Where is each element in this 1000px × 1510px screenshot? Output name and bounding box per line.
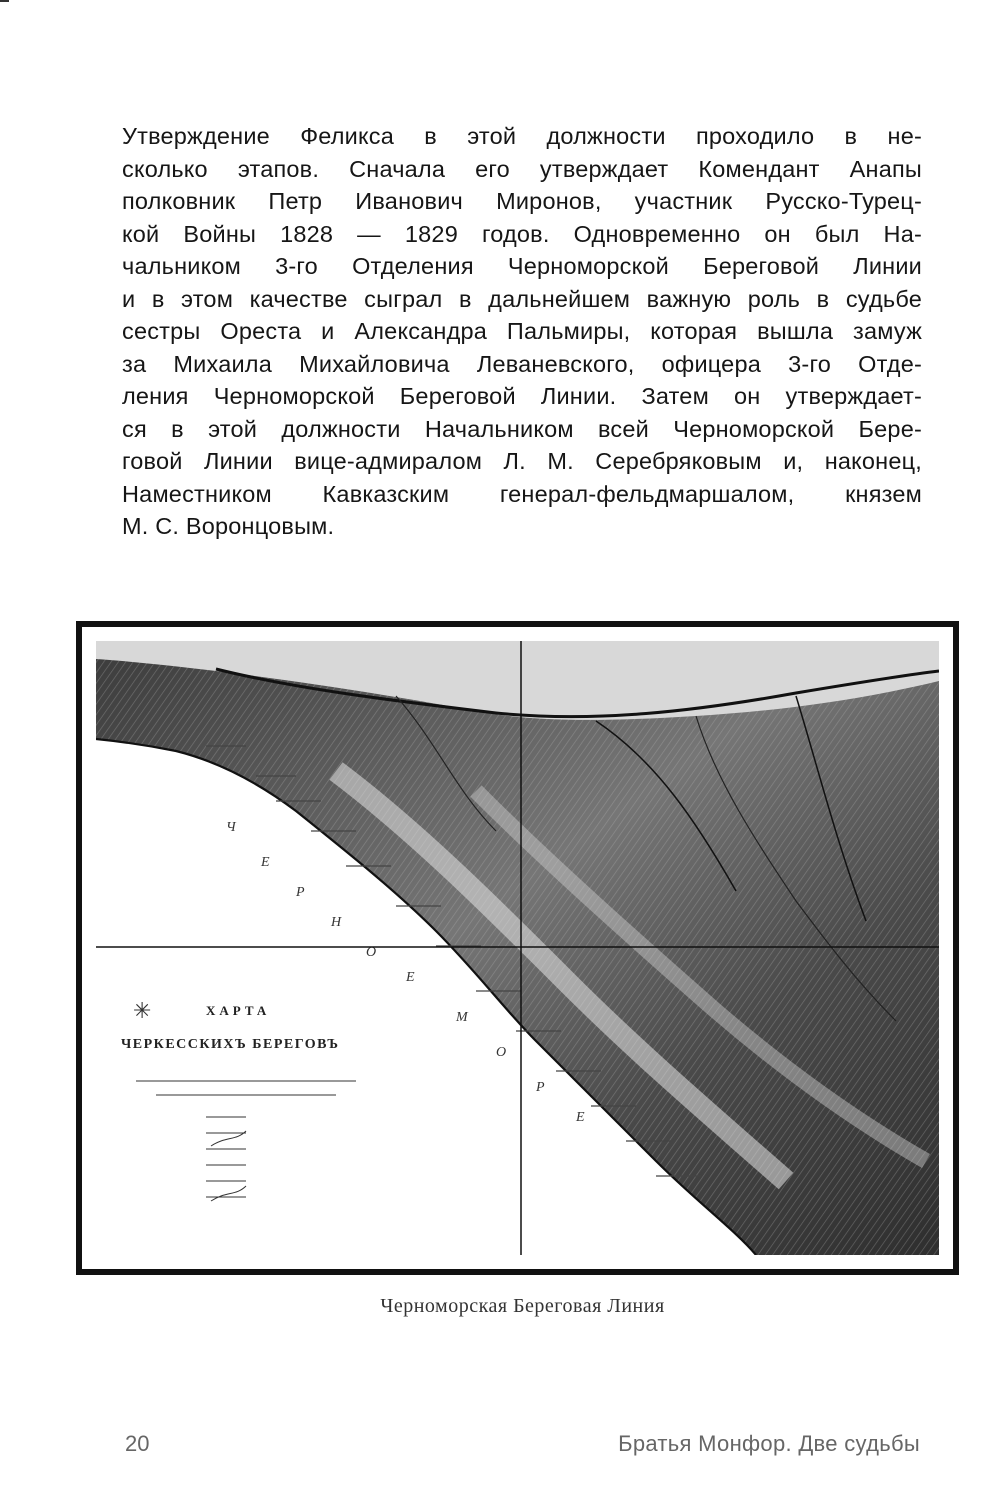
map-illustration [96, 641, 939, 1255]
svg-text:Н: Н [331, 915, 342, 930]
svg-text:Е: Е [406, 970, 415, 985]
svg-text:Р: Р [536, 1080, 545, 1095]
text-line: Утверждение Феликса в этой должности проходило в не- [122, 123, 922, 149]
map-figure [76, 621, 959, 1275]
figure-caption: Черноморская Береговая Линия [380, 1295, 665, 1317]
svg-text:М: М [456, 1010, 468, 1025]
svg-text:Е: Е [576, 1110, 585, 1125]
text-line: говой Линии вице-адмиралом Л. М. Серебряковым и, наконец, [122, 448, 922, 474]
running-title: Братья Монфор. Две судьбы [618, 1431, 920, 1456]
text-line: за Михаила Михайловича Леваневского, офицера 3-го Отде- [122, 350, 922, 377]
body-text [122, 120, 922, 543]
text-line: сколько этапов. Сначала его утверждает Комендант Анапы [122, 155, 922, 182]
text-line: и в этом качестве сыграл в дальнейшем важную роль в судьбе [122, 285, 922, 312]
svg-text:Е: Е [261, 855, 270, 870]
svg-text:О: О [496, 1045, 507, 1060]
text-line: сестры Ореста и Александра Пальмиры, которая вышла замуж [122, 318, 922, 344]
text-line: чальником 3-го Отделения Черноморской Береговой Линии [122, 253, 922, 279]
text-line: ся в этой должности Начальником всей Черноморской Бере- [122, 415, 922, 442]
corner-mark [0, 0, 9, 2]
text-line: Наместником Кавказским генерал-фельдмаршалом, князем [122, 480, 922, 507]
map-title: ХАРТА [206, 1003, 271, 1018]
text-line: М. С. Воронцовым. [122, 513, 335, 539]
map-inner [96, 641, 939, 1255]
svg-text:Р: Р [296, 885, 305, 900]
text-line: ления Черноморской Береговой Линии. Затем он утверждает- [122, 383, 922, 409]
compass-rose-icon: ✳ [133, 998, 152, 1023]
text-line: кой Войны 1828 — 1829 годов. Одновременно он был На- [122, 220, 922, 247]
svg-text:О: О [366, 945, 377, 960]
svg-text:Ч: Ч [226, 820, 236, 835]
page-number: 20 [125, 1431, 150, 1456]
text-line: полковник Петр Иванович Миронов, участник Русско-Турец- [122, 188, 922, 214]
map-subtitle: ЧЕРКЕССКИХЪ БЕРЕГОВЪ [121, 1037, 340, 1052]
